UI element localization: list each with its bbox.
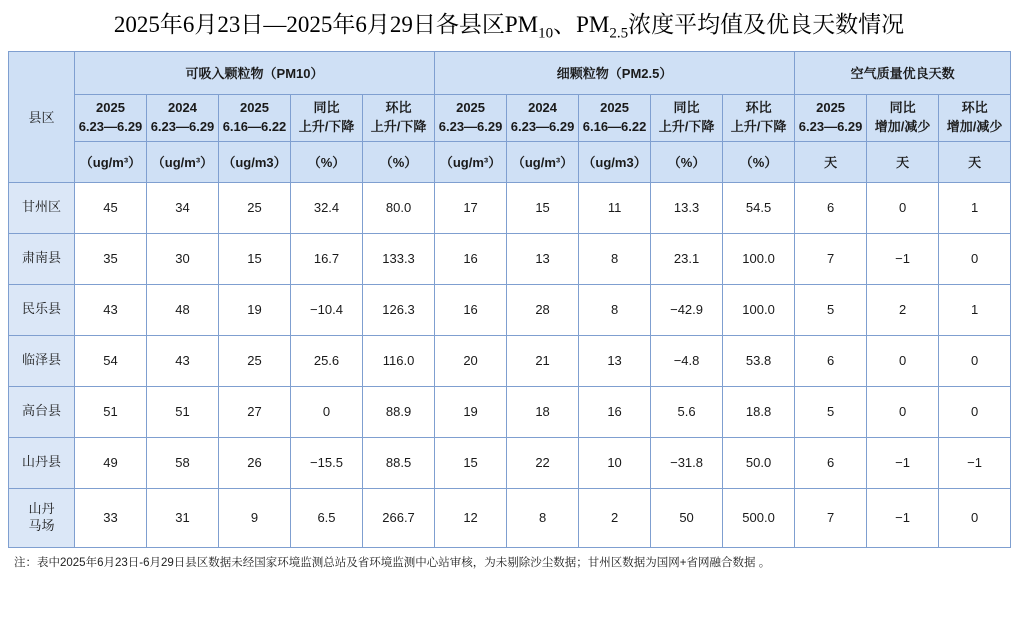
cell: 26 <box>219 437 291 488</box>
header-sub-10-line1: 2025 <box>816 99 846 115</box>
header-sub-2-line1: 2025 <box>240 99 269 115</box>
header-unit-6: （ug/m³） <box>507 141 579 182</box>
cell: 0 <box>939 488 1011 547</box>
header-sub-1-line2: 6.23—6.29 <box>150 118 215 134</box>
table-row <box>9 386 1011 437</box>
header-sub-1 <box>147 94 219 141</box>
cell: 0 <box>867 335 939 386</box>
header-row-units <box>9 141 1011 182</box>
header-sub-7-line1: 2025 <box>600 99 630 115</box>
cell: 34 <box>147 182 219 233</box>
table-row <box>9 284 1011 335</box>
cell: 7 <box>795 488 867 547</box>
row-label: 临泽县 <box>9 335 75 386</box>
cell: 0 <box>867 182 939 233</box>
header-sub-9 <box>723 94 795 141</box>
header-sub-9-line1: 环比 <box>745 99 772 115</box>
cell: 21 <box>507 335 579 386</box>
title-subscript-pm10: 10 <box>538 25 554 42</box>
header-sub-8 <box>651 94 723 141</box>
header-sub-7 <box>579 94 651 141</box>
cell: 16.7 <box>291 233 363 284</box>
header-sub-3-line1: 同比 <box>313 99 340 115</box>
cell: 13 <box>507 233 579 284</box>
cell: 8 <box>579 284 651 335</box>
cell: 266.7 <box>363 488 435 547</box>
cell: 13.3 <box>651 182 723 233</box>
cell: 2 <box>579 488 651 547</box>
page-title <box>8 0 1010 51</box>
header-sub-3 <box>291 94 363 141</box>
row-label: 高台县 <box>9 386 75 437</box>
header-sub-11 <box>867 94 939 141</box>
cell: 0 <box>939 233 1011 284</box>
header-sub-10 <box>795 94 867 141</box>
header-sub-5 <box>435 94 507 141</box>
cell: 28 <box>507 284 579 335</box>
cell: 8 <box>507 488 579 547</box>
cell: −1 <box>867 437 939 488</box>
cell: 27 <box>219 386 291 437</box>
cell: 15 <box>435 437 507 488</box>
cell: 54.5 <box>723 182 795 233</box>
cell: 51 <box>75 386 147 437</box>
header-sub-8-line1: 同比 <box>673 99 700 115</box>
cell: 19 <box>219 284 291 335</box>
cell: 20 <box>435 335 507 386</box>
cell: 18.8 <box>723 386 795 437</box>
cell: −31.8 <box>651 437 723 488</box>
cell: 80.0 <box>363 182 435 233</box>
cell: 48 <box>147 284 219 335</box>
cell: 1 <box>939 284 1011 335</box>
cell: 15 <box>219 233 291 284</box>
cell: −1 <box>867 488 939 547</box>
header-sub-2 <box>219 94 291 141</box>
cell: 45 <box>75 182 147 233</box>
cell: 6 <box>795 335 867 386</box>
header-sub-1-line1: 2024 <box>168 99 197 115</box>
cell: 5 <box>795 284 867 335</box>
cell: 1 <box>939 182 1011 233</box>
header-unit-8: （%） <box>651 141 723 182</box>
cell: 8 <box>579 233 651 284</box>
header-unit-11: 天 <box>867 141 939 182</box>
cell: 19 <box>435 386 507 437</box>
cell: −1 <box>939 437 1011 488</box>
header-sub-11-line1: 同比 <box>889 99 916 115</box>
cell: 10 <box>579 437 651 488</box>
cell: 32.4 <box>291 182 363 233</box>
cell: 16 <box>435 284 507 335</box>
header-unit-0: （ug/m³） <box>75 141 147 182</box>
header-sub-0-line2: 6.23—6.29 <box>78 118 143 134</box>
cell: 5 <box>795 386 867 437</box>
cell: 7 <box>795 233 867 284</box>
table-row <box>9 182 1011 233</box>
cell: 88.9 <box>363 386 435 437</box>
cell: −42.9 <box>651 284 723 335</box>
cell: 5.6 <box>651 386 723 437</box>
header-sub-12-line1: 环比 <box>961 99 988 115</box>
cell: −15.5 <box>291 437 363 488</box>
header-sub-6-line2: 6.23—6.29 <box>510 118 575 134</box>
cell: 12 <box>435 488 507 547</box>
table-footnote: 注：表中2025年6月23日-6月29日县区数据未经国家环境监测总站及省环境监测中心站审核，为未剔除沙尘数据；甘州区数据为国网+省网融合数据 。 <box>14 556 771 569</box>
header-sub-4-line1: 环比 <box>385 99 412 115</box>
header-sub-8-line2: 上升/下降 <box>658 118 715 134</box>
header-unit-2: （ug/m3） <box>219 141 291 182</box>
cell: 88.5 <box>363 437 435 488</box>
cell: 18 <box>507 386 579 437</box>
row-label: 山丹县 <box>9 437 75 488</box>
header-unit-9: （%） <box>723 141 795 182</box>
row-label: 山丹 马场 <box>9 488 75 547</box>
cell: 43 <box>147 335 219 386</box>
cell: 50 <box>651 488 723 547</box>
cell: 49 <box>75 437 147 488</box>
cell: 54 <box>75 335 147 386</box>
cell: 500.0 <box>723 488 795 547</box>
header-row-subs <box>9 94 1011 141</box>
header-sub-6-line1: 2024 <box>528 99 558 115</box>
air-quality-table <box>8 51 1011 548</box>
header-group-good-days: 空气质量优良天数 <box>795 51 1011 94</box>
cell: 0 <box>939 335 1011 386</box>
cell: 100.0 <box>723 284 795 335</box>
cell: 31 <box>147 488 219 547</box>
header-sub-4 <box>363 94 435 141</box>
cell: 133.3 <box>363 233 435 284</box>
cell: −4.8 <box>651 335 723 386</box>
cell: 23.1 <box>651 233 723 284</box>
cell: 6 <box>795 437 867 488</box>
cell: 25.6 <box>291 335 363 386</box>
header-group-pm10: 可吸入颗粒物（PM10） <box>75 51 435 94</box>
header-sub-11-line2: 增加/减少 <box>874 118 931 134</box>
table-row <box>9 437 1011 488</box>
header-unit-12: 天 <box>939 141 1011 182</box>
cell: 2 <box>867 284 939 335</box>
cell: 25 <box>219 182 291 233</box>
cell: 33 <box>75 488 147 547</box>
cell: 126.3 <box>363 284 435 335</box>
cell: 25 <box>219 335 291 386</box>
cell: 50.0 <box>723 437 795 488</box>
header-sub-5-line1: 2025 <box>456 99 486 115</box>
header-sub-6 <box>507 94 579 141</box>
cell: 22 <box>507 437 579 488</box>
cell: 11 <box>579 182 651 233</box>
cell: 43 <box>75 284 147 335</box>
header-sub-5-line2: 6.23—6.29 <box>438 118 503 134</box>
row-label: 甘州区 <box>9 182 75 233</box>
header-sub-7-line2: 6.16—6.22 <box>582 118 647 134</box>
table-row <box>9 233 1011 284</box>
cell: 0 <box>939 386 1011 437</box>
cell: 9 <box>219 488 291 547</box>
cell: 16 <box>435 233 507 284</box>
header-sub-4-line2: 上升/下降 <box>370 118 427 134</box>
title-part-1: 2025年6月23日—2025年6月29日各县区PM <box>113 12 539 37</box>
header-unit-7: （ug/m3） <box>579 141 651 182</box>
title-part-2: 、PM <box>553 12 610 37</box>
header-unit-5: （ug/m³） <box>435 141 507 182</box>
cell: 0 <box>291 386 363 437</box>
header-sub-0-line1: 2025 <box>96 99 125 115</box>
title-part-3: 浓度平均值及优良天数情况 <box>628 12 905 37</box>
header-sub-10-line2: 6.23—6.29 <box>798 118 863 134</box>
header-row-groups <box>9 51 1011 94</box>
cell: 13 <box>579 335 651 386</box>
header-sub-0 <box>75 94 147 141</box>
cell: −1 <box>867 233 939 284</box>
header-unit-3: （%） <box>291 141 363 182</box>
header-sub-3-line2: 上升/下降 <box>298 118 355 134</box>
row-label: 肃南县 <box>9 233 75 284</box>
cell: 6 <box>795 182 867 233</box>
header-sub-9-line2: 上升/下降 <box>730 118 787 134</box>
header-sub-12-line2: 增加/减少 <box>946 118 1003 134</box>
cell: 17 <box>435 182 507 233</box>
cell: 30 <box>147 233 219 284</box>
cell: −10.4 <box>291 284 363 335</box>
cell: 116.0 <box>363 335 435 386</box>
cell: 51 <box>147 386 219 437</box>
cell: 15 <box>507 182 579 233</box>
cell: 0 <box>867 386 939 437</box>
cell: 53.8 <box>723 335 795 386</box>
header-group-pm25: 细颗粒物（PM2.5） <box>435 51 795 94</box>
cell: 58 <box>147 437 219 488</box>
header-unit-4: （%） <box>363 141 435 182</box>
header-sub-2-line2: 6.16—6.22 <box>222 118 287 134</box>
cell: 35 <box>75 233 147 284</box>
cell: 16 <box>579 386 651 437</box>
header-sub-12 <box>939 94 1011 141</box>
cell: 100.0 <box>723 233 795 284</box>
table-row <box>9 335 1011 386</box>
cell: 6.5 <box>291 488 363 547</box>
header-unit-1: （ug/m³） <box>147 141 219 182</box>
table-row <box>9 488 1011 547</box>
title-subscript-pm25: 2.5 <box>609 25 629 42</box>
header-unit-10: 天 <box>795 141 867 182</box>
row-label: 民乐县 <box>9 284 75 335</box>
table-corner-label: 县区 <box>9 51 75 182</box>
